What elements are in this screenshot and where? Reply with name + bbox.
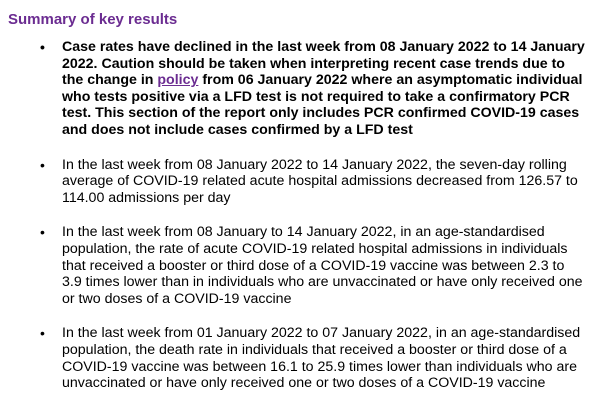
bullet-text: In the last week from 08 January to 14 January 2022, in an age-standardised population, the rate of acute COVID-19 related hospital admissions in individuals that received a booster or third dose of a COVID-19 vaccine was between 2.3 to 3.9 times lower than in individuals who are unvaccinated or have only received one or two doses of a COVID-19 vaccine: [62, 224, 583, 307]
list-item: [8, 224, 588, 307]
policy-link[interactable]: policy: [157, 72, 199, 89]
bullet-text: In the last week from 08 January 2022 to 14 January 2022, the seven-day rolling average of COVID-19 related acute hospital admissions decreased from 126.57 to 114.00 admissions per day: [62, 156, 578, 206]
key-results-list: [8, 39, 588, 392]
section-heading: Summary of key results: [8, 11, 178, 28]
bullet-icon: •: [40, 224, 45, 241]
bullet-icon: •: [40, 39, 45, 55]
bullet-text-before-link: Case rates have declined in the last week from 08 January 2022 to 14 January 2022. Caution should be taken when interpreting recent case trends due to the change in: [62, 39, 585, 89]
bullet-icon: •: [40, 325, 45, 342]
list-item: [8, 157, 588, 207]
list-item: [8, 325, 588, 391]
bullet-icon: •: [40, 156, 45, 173]
bullet-text-after-link: from 06 January 2022 where an asymptomatic individual who tests positive via a LFD test is not required to take a confirmatory PCR test. This section of the report only includes PCR confirmed COVID-19 cases and does not include cases confirmed by a LFD test: [62, 72, 583, 138]
list-item: [8, 39, 588, 139]
bullet-text: In the last week from 01 January 2022 to 07 January 2022, in an age-standardised population, the death rate in individuals that received a booster or third dose of a COVID-19 vaccine was between 16.1 to 25.9 times lower than individuals who are unvaccinated or have only received one or two doses of a COVID-19 vaccine: [62, 325, 581, 392]
